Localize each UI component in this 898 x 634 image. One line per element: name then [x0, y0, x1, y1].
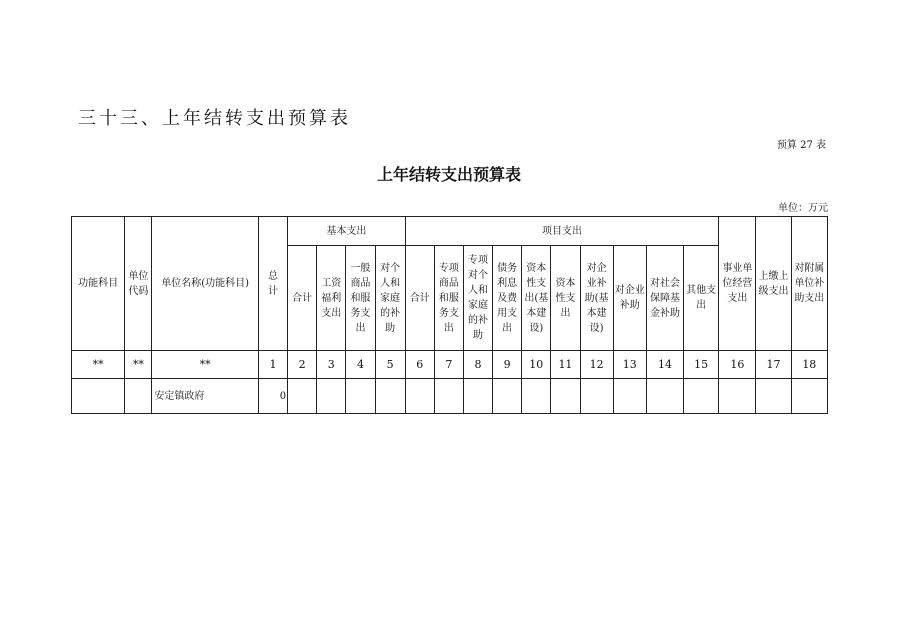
header-upper [756, 217, 791, 351]
data-cell [791, 379, 827, 414]
data-cell [493, 379, 522, 414]
data-unit-name: 安定镇政府 [152, 379, 259, 414]
data-cell [346, 379, 375, 414]
header-upper-text: 上缴上 级支出 [758, 270, 789, 297]
header-project-col: 合计 [405, 246, 434, 351]
data-cell [434, 379, 463, 414]
index-cell: 17 [756, 351, 791, 379]
header-project-col: 对企 业补 助(基 本建 设) [580, 246, 613, 351]
index-cell: 13 [613, 351, 646, 379]
data-unit-code [125, 379, 152, 414]
header-basic-col: 工资 福利 支出 [317, 246, 346, 351]
index-cell: 7 [434, 351, 463, 379]
header-project-col: 对企业 补助 [613, 246, 646, 351]
header-project-col: 专项 对个 人和 家庭 的补 助 [463, 246, 492, 351]
header-basic-col: 对个 人和 家庭 的补 助 [375, 246, 405, 351]
header-subsidiary-text: 对附属 单位补 助支出 [794, 263, 825, 304]
index-cell: 12 [580, 351, 613, 379]
index-cell: 10 [522, 351, 551, 379]
index-cell: 6 [405, 351, 434, 379]
data-cell [405, 379, 434, 414]
data-func-subject [72, 379, 125, 414]
header-func-subject: 功能科目 [72, 217, 125, 351]
section-title: 三十三、上年结转支出预算表 [78, 108, 351, 129]
header-total [258, 217, 287, 351]
data-cell [375, 379, 405, 414]
index-cell: 2 [288, 351, 317, 379]
header-total-text: 总 计 [268, 270, 279, 297]
data-cell [522, 379, 551, 414]
header-unit-name: 单位名称(功能科目) [152, 217, 259, 351]
index-cell: 11 [551, 351, 580, 379]
data-total: 0 [258, 379, 287, 414]
header-business [719, 217, 756, 351]
header-business-text: 事业单 位经营 支出 [722, 263, 753, 304]
header-project-col: 其他支 出 [684, 246, 719, 351]
index-cell: 18 [791, 351, 827, 379]
index-cell: 8 [463, 351, 492, 379]
header-subsidiary [791, 217, 827, 351]
index-cell: 5 [375, 351, 405, 379]
unit-label: 单位：万元 [778, 203, 828, 214]
data-cell [646, 379, 683, 414]
data-cell [288, 379, 317, 414]
data-cell [756, 379, 791, 414]
header-project-col: 资本 性支 出 [551, 246, 580, 351]
header-basic-col: 合计 [288, 246, 317, 351]
header-project-col: 资本 性支 出(基 本建 设) [522, 246, 551, 351]
page-title: 上年结转支出预算表 [376, 165, 521, 184]
index-cell: 4 [346, 351, 375, 379]
header-group-basic: 基本支出 [288, 217, 406, 246]
data-cell [317, 379, 346, 414]
header-project-col: 专项 商品 和服 务支 出 [434, 246, 463, 351]
data-cell [684, 379, 719, 414]
header-group-project: 项目支出 [405, 217, 719, 246]
index-cell: 1 [258, 351, 287, 379]
data-cell [580, 379, 613, 414]
data-cell [719, 379, 756, 414]
header-unit-code-text: 单位 代码 [128, 270, 149, 297]
index-cell: 15 [684, 351, 719, 379]
index-cell: ** [125, 351, 152, 379]
index-cell: ** [152, 351, 259, 379]
table-number: 预算 27 表 [776, 140, 826, 151]
index-cell: 16 [719, 351, 756, 379]
budget-table [71, 216, 828, 414]
header-unit-code [125, 217, 152, 351]
header-basic-col: 一般 商品 和服 务支 出 [346, 246, 375, 351]
data-cell [613, 379, 646, 414]
data-cell [551, 379, 580, 414]
index-cell: ** [72, 351, 125, 379]
header-project-col: 对社会 保障基 金补助 [646, 246, 683, 351]
index-cell: 14 [646, 351, 683, 379]
data-cell [463, 379, 492, 414]
index-cell: 9 [493, 351, 522, 379]
index-cell: 3 [317, 351, 346, 379]
header-project-col: 债务 利息 及费 用支 出 [493, 246, 522, 351]
